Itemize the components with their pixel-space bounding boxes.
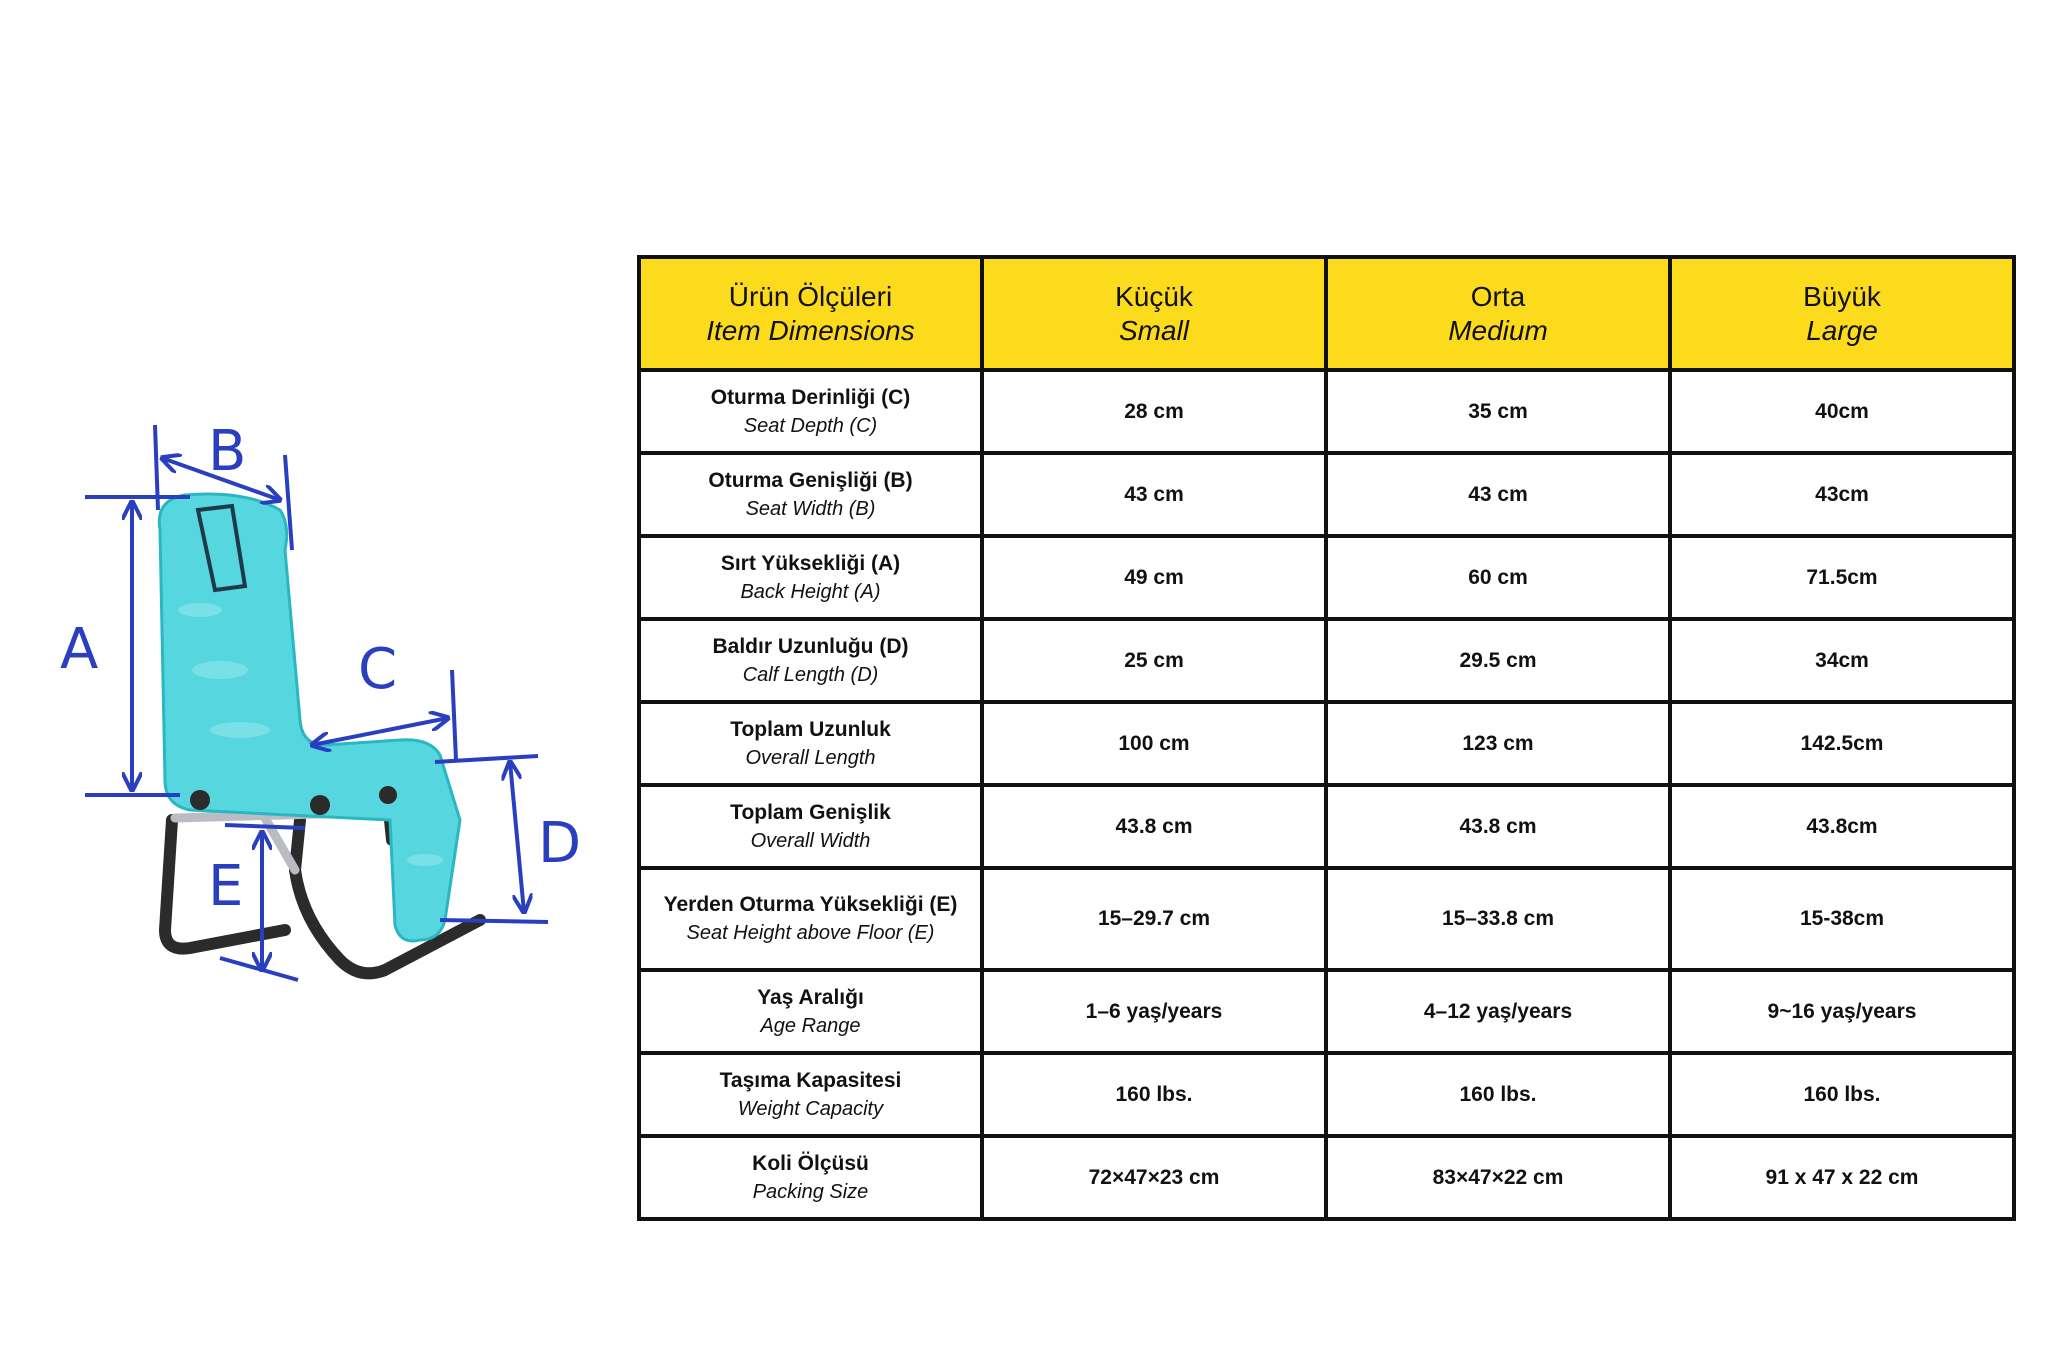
table-row	[639, 1136, 2014, 1219]
cell-small: 15–29.7 cm	[982, 868, 1326, 970]
row-label: Baldır Uzunluğu (D) Calf Length (D)	[639, 619, 982, 702]
cell-large: 160 lbs.	[1670, 1053, 2014, 1136]
header-small: Küçük Small	[982, 257, 1326, 370]
label-c: C	[358, 637, 398, 702]
chair-dimension-diagram	[40, 400, 600, 1000]
table-row	[639, 619, 2014, 702]
cell-small: 1–6 yaş/years	[982, 970, 1326, 1053]
table-row	[639, 370, 2014, 453]
row-label: Koli Ölçüsü Packing Size	[639, 1136, 982, 1219]
label-b: B	[208, 419, 247, 484]
row-label: Yaş Aralığı Age Range	[639, 970, 982, 1053]
cell-medium: 123 cm	[1326, 702, 1670, 785]
cell-medium: 160 lbs.	[1326, 1053, 1670, 1136]
cell-medium: 43 cm	[1326, 453, 1670, 536]
table-row	[639, 1053, 2014, 1136]
label-a: A	[60, 617, 99, 682]
cell-small: 100 cm	[982, 702, 1326, 785]
table-row	[639, 970, 2014, 1053]
table-row	[639, 453, 2014, 536]
row-label: Toplam Genişlik Overall Width	[639, 785, 982, 868]
cell-large: 43.8cm	[1670, 785, 2014, 868]
cell-large: 71.5cm	[1670, 536, 2014, 619]
row-label: Oturma Derinliği (C) Seat Depth (C)	[639, 370, 982, 453]
row-label: Oturma Genişliği (B) Seat Width (B)	[639, 453, 982, 536]
cell-large: 40cm	[1670, 370, 2014, 453]
chair-seat	[159, 494, 460, 941]
cell-medium: 43.8 cm	[1326, 785, 1670, 868]
label-d: D	[538, 811, 582, 876]
cell-large: 142.5cm	[1670, 702, 2014, 785]
table-row	[639, 702, 2014, 785]
table-row	[639, 536, 2014, 619]
cell-large: 43cm	[1670, 453, 2014, 536]
row-label: Yerden Oturma Yüksekliği (E) Seat Height above Floor (E)	[639, 868, 982, 970]
cell-large: 91 x 47 x 22 cm	[1670, 1136, 2014, 1219]
row-label: Taşıma Kapasitesi Weight Capacity	[639, 1053, 982, 1136]
dimension-arrows	[85, 425, 548, 980]
cell-small: 72×47×23 cm	[982, 1136, 1326, 1219]
table-header-row	[639, 257, 2014, 370]
dimensions-table	[637, 255, 2016, 1221]
cell-large: 9~16 yaş/years	[1670, 970, 2014, 1053]
cell-large: 15-38cm	[1670, 868, 2014, 970]
header-medium: Orta Medium	[1326, 257, 1670, 370]
cell-large: 34cm	[1670, 619, 2014, 702]
table-row	[639, 868, 2014, 970]
cell-small: 43.8 cm	[982, 785, 1326, 868]
cell-medium: 15–33.8 cm	[1326, 868, 1670, 970]
cell-small: 160 lbs.	[982, 1053, 1326, 1136]
row-label: Sırt Yüksekliği (A) Back Height (A)	[639, 536, 982, 619]
header-item-dimensions: Ürün Ölçüleri Item Dimensions	[639, 257, 982, 370]
header-large: Büyük Large	[1670, 257, 2014, 370]
cell-medium: 35 cm	[1326, 370, 1670, 453]
cell-medium: 4–12 yaş/years	[1326, 970, 1670, 1053]
table-row	[639, 785, 2014, 868]
cell-small: 49 cm	[982, 536, 1326, 619]
row-label: Toplam Uzunluk Overall Length	[639, 702, 982, 785]
label-e: E	[208, 854, 244, 919]
cell-medium: 60 cm	[1326, 536, 1670, 619]
cell-small: 28 cm	[982, 370, 1326, 453]
cell-medium: 29.5 cm	[1326, 619, 1670, 702]
cell-small: 43 cm	[982, 453, 1326, 536]
cell-medium: 83×47×22 cm	[1326, 1136, 1670, 1219]
cell-small: 25 cm	[982, 619, 1326, 702]
